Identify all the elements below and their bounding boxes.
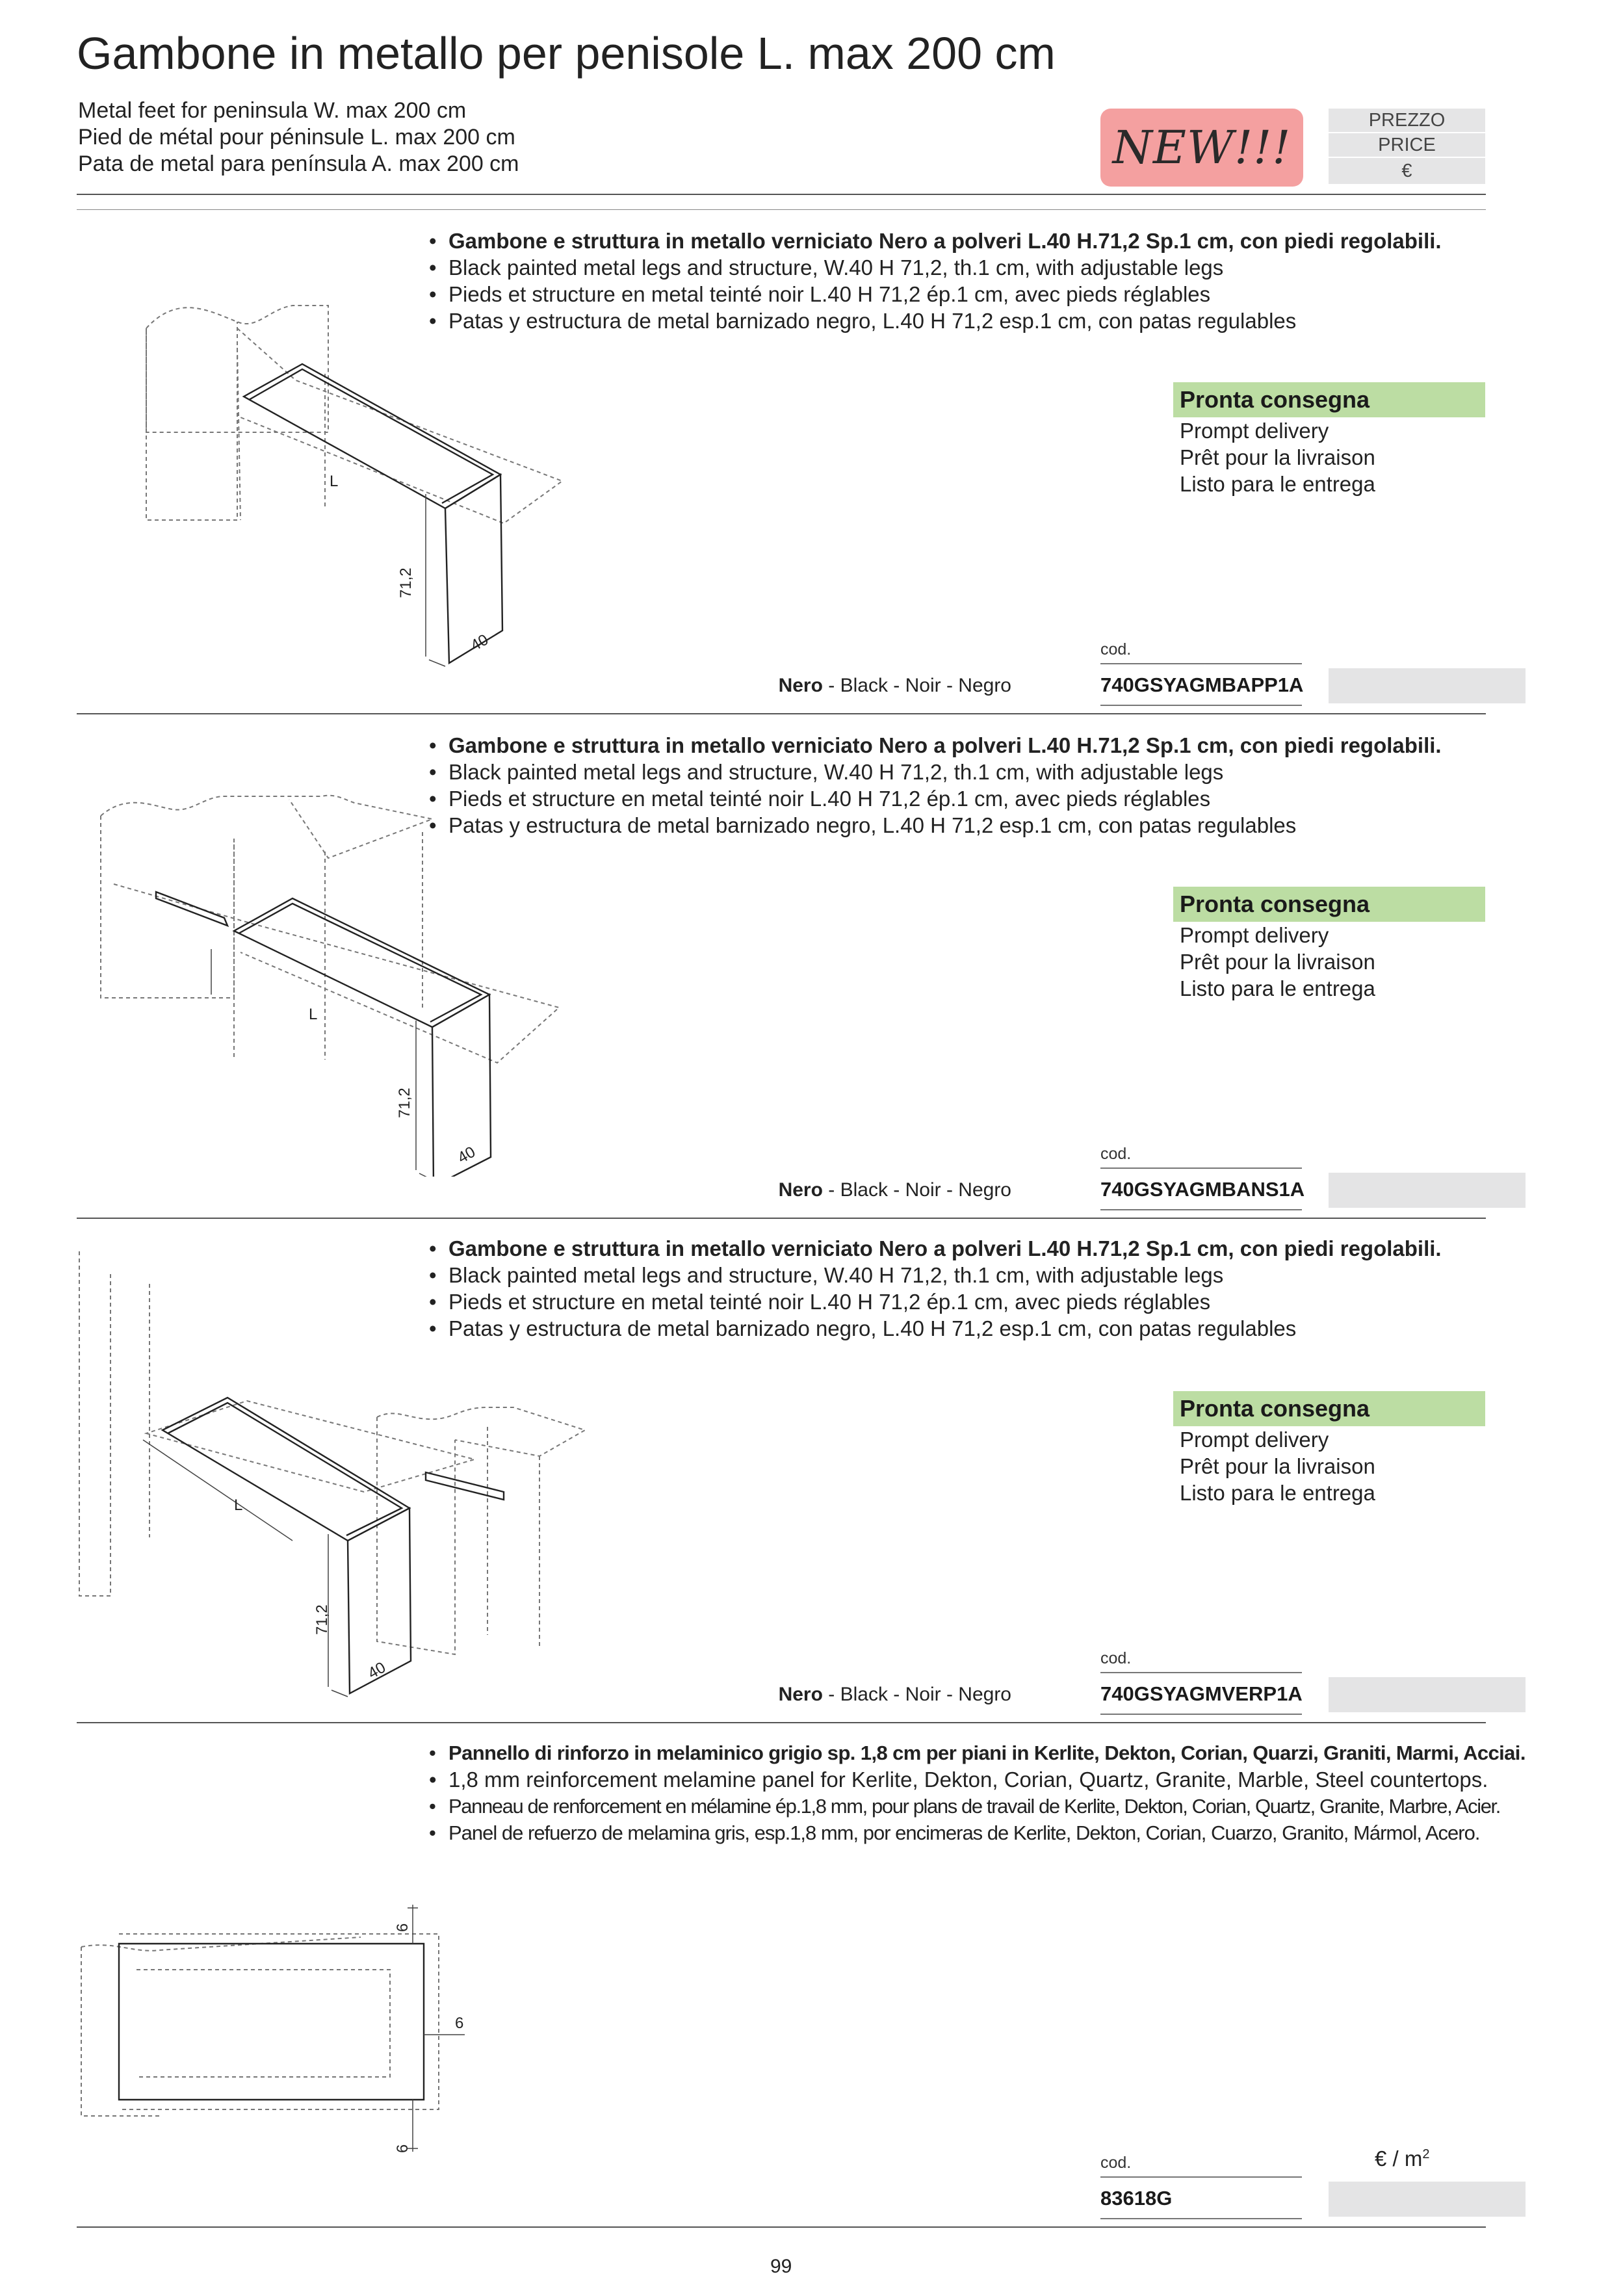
dim-length: L	[309, 1006, 318, 1023]
delivery-badge: Pronta consegna	[1173, 1391, 1485, 1426]
subtitle-es: Pata de metal para península A. max 200 cm	[78, 151, 519, 176]
cod-label: cod.	[1100, 2154, 1132, 2172]
bullet-en: • Black painted metal legs and structure, W.40 H 71,2, th.1 cm, with adjustable legs	[429, 1263, 1224, 1287]
dim-top: 6	[394, 1923, 411, 1932]
bullet-en: • 1,8 mm reinforcement melamine panel for Kerlite, Dekton, Corian, Quartz, Granite, Marble, Steel countertops.	[429, 1768, 1488, 1792]
bullet-es: • Panel de refuerzo de melamina gris, esp.1,8 mm, por encimeras de Kerlite, Dekton, Corian, Cuarzo, Granito, Mármol, Acero.	[429, 1821, 1480, 1844]
price-head-price: PRICE	[1329, 133, 1485, 157]
delivery-line-en: Prompt delivery	[1180, 1428, 1329, 1452]
panel-drawing	[75, 1885, 491, 2171]
bullet-it: • Gambone e struttura in metallo verniciato Nero a polveri L.40 H.71,2 Sp.1 cm, con piedi regolabili.	[429, 229, 1442, 253]
price-box	[1329, 668, 1526, 703]
dim-bottom: 6	[394, 2144, 411, 2153]
delivery-line-en: Prompt delivery	[1180, 923, 1329, 947]
product-1-drawing	[140, 280, 569, 670]
new-badge: NEW!!!	[1100, 109, 1303, 187]
bullet-es: • Patas y estructura de metal barnizado negro, L.40 H 71,2 esp.1 cm, con patas regulables	[429, 309, 1297, 333]
cod-line	[1100, 2176, 1302, 2178]
bullet-fr: • Panneau de renforcement en mélamine ép.1,8 mm, pour plans de travail de Kerlite, Dekton, Corian, Quartz, Granite, Marbre, Acier.	[429, 1795, 1500, 1818]
price-box	[1329, 1173, 1526, 1208]
cod-line	[1100, 1672, 1302, 1673]
bullet-it: • Pannello di rinforzo in melaminico grigio sp. 1,8 cm per piani in Kerlite, Dekton, Corian, Quarzi, Graniti, Marmi, Acciai.	[429, 1742, 1526, 1764]
header-divider-thin	[77, 209, 1486, 210]
bullet-it: • Gambone e struttura in metallo verniciato Nero a polveri L.40 H.71,2 Sp.1 cm, con piedi regolabili.	[429, 733, 1442, 757]
delivery-line-es: Listo para le entrega	[1180, 472, 1375, 496]
cod-label: cod.	[1100, 640, 1132, 659]
color-label: Nero - Black - Noir - Negro	[778, 675, 1011, 696]
delivery-badge: Pronta consegna	[1173, 887, 1485, 922]
bullet-fr: • Pieds et structure en metal teinté noir L.40 H 71,2 ép.1 cm, avec pieds réglables	[429, 1290, 1211, 1314]
cod-line	[1100, 663, 1302, 664]
delivery-line-es: Listo para le entrega	[1180, 976, 1375, 1000]
page-title: Gambone in metallo per penisole L. max 200 cm	[77, 28, 1056, 79]
cod-line-bottom	[1100, 1714, 1302, 1715]
dim-width: 40	[467, 631, 492, 655]
cod-line-bottom	[1100, 2218, 1302, 2219]
bullet-es: • Patas y estructura de metal barnizado negro, L.40 H 71,2 esp.1 cm, con patas regulables	[429, 1316, 1297, 1340]
product-2-drawing	[94, 780, 575, 1177]
delivery-line-es: Listo para le entrega	[1180, 1481, 1375, 1505]
bullet-en: • Black painted metal legs and structure, W.40 H 71,2, th.1 cm, with adjustable legs	[429, 255, 1224, 280]
cod-label: cod.	[1100, 1649, 1132, 1667]
color-label: Nero - Black - Noir - Negro	[778, 1684, 1011, 1705]
delivery-line-fr: Prêt pour la livraison	[1180, 1454, 1375, 1478]
subtitle-en: Metal feet for peninsula W. max 200 cm	[78, 98, 467, 123]
price-box	[1329, 2182, 1526, 2217]
price-box	[1329, 1677, 1526, 1712]
product-code: 740GSYAGMBANS1A	[1100, 1178, 1305, 1201]
bullet-fr: • Pieds et structure en metal teinté noir L.40 H 71,2 ép.1 cm, avec pieds réglables	[429, 787, 1211, 811]
price-head-currency: €	[1329, 158, 1485, 184]
price-head-prezzo: PREZZO	[1329, 109, 1485, 132]
bullet-it: • Gambone e struttura in metallo verniciato Nero a polveri L.40 H.71,2 Sp.1 cm, con piedi regolabili.	[429, 1236, 1442, 1260]
dim-width: 40	[454, 1143, 479, 1168]
dim-width: 40	[365, 1658, 389, 1683]
dim-height: 71,2	[396, 1088, 413, 1118]
dim-side: 6	[455, 2015, 464, 2032]
cod-line	[1100, 1168, 1302, 1169]
dim-length: L	[330, 473, 339, 490]
section-divider	[77, 1218, 1486, 1219]
product-code: 740GSYAGMVERP1A	[1100, 1682, 1303, 1705]
cod-label: cod.	[1100, 1145, 1132, 1163]
delivery-line-fr: Prêt pour la livraison	[1180, 950, 1375, 974]
panel-bullets	[429, 1740, 1526, 1846]
product-code: 83618G	[1100, 2187, 1173, 2210]
section-divider	[77, 713, 1486, 714]
product-3-drawing	[71, 1245, 591, 1700]
page-number: 99	[770, 2256, 792, 2277]
cod-line-bottom	[1100, 705, 1302, 706]
product-2-bullets	[429, 732, 1495, 839]
product-code: 740GSYAGMBAPP1A	[1100, 673, 1304, 696]
bullet-fr: • Pieds et structure en metal teinté noir L.40 H 71,2 ép.1 cm, avec pieds réglables	[429, 282, 1211, 306]
bullet-es: • Patas y estructura de metal barnizado negro, L.40 H 71,2 esp.1 cm, con patas regulables	[429, 813, 1297, 837]
footer-divider	[77, 2226, 1486, 2228]
dim-length: L	[234, 1496, 243, 1514]
dim-height: 71,2	[313, 1604, 331, 1635]
subtitle-fr: Pied de métal pour péninsule L. max 200 cm	[78, 125, 515, 150]
price-unit: € / $m^2$	[1375, 2146, 1430, 2171]
delivery-line-en: Prompt delivery	[1180, 419, 1329, 443]
color-label: Nero - Black - Noir - Negro	[778, 1179, 1011, 1201]
dim-height: 71,2	[397, 567, 415, 598]
product-1-bullets	[429, 228, 1495, 334]
cod-line-bottom	[1100, 1209, 1302, 1210]
bullet-en: • Black painted metal legs and structure, W.40 H 71,2, th.1 cm, with adjustable legs	[429, 760, 1224, 784]
delivery-badge: Pronta consegna	[1173, 382, 1485, 417]
delivery-line-fr: Prêt pour la livraison	[1180, 445, 1375, 469]
header-divider	[77, 194, 1486, 195]
section-divider	[77, 1722, 1486, 1723]
